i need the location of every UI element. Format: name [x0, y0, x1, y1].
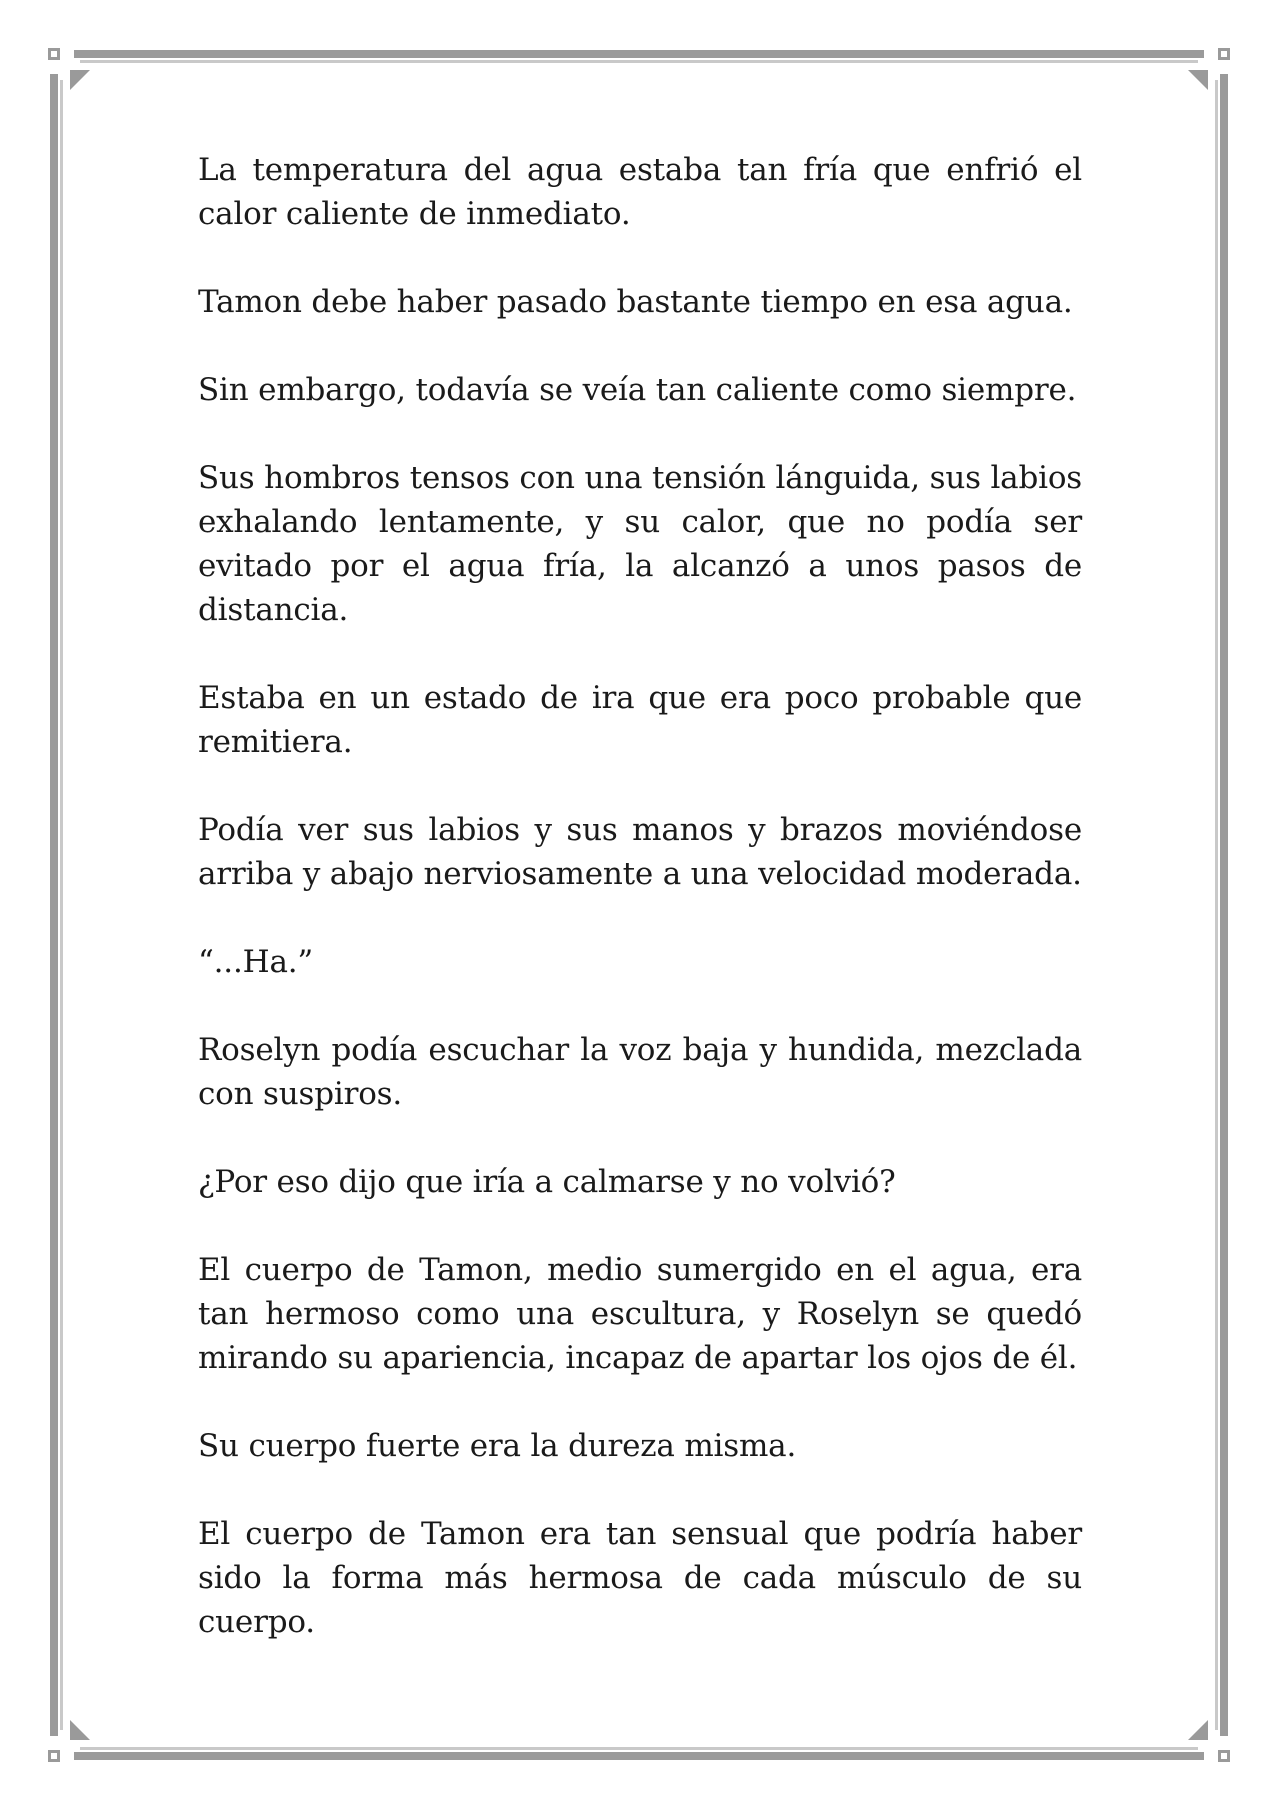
corner-ornament-bottom-right: [1218, 1750, 1230, 1762]
paragraph-7: “...Ha.”: [198, 944, 314, 980]
border-bottom: [74, 1752, 1204, 1760]
paragraph-8: Roselyn podía escuchar la voz baja y hundida, mezclada con suspiros.: [198, 1032, 1082, 1112]
border-inner-top: [80, 60, 1198, 63]
paragraph-11: Su cuerpo fuerte era la dureza misma.: [198, 1428, 797, 1464]
page-text: [198, 148, 1082, 1688]
corner-ornament-top-left: [48, 48, 60, 60]
border-inner-bottom: [80, 1747, 1198, 1750]
corner-ornament-bottom-left: [48, 1750, 60, 1762]
paragraph-12: El cuerpo de Tamon era tan sensual que podría haber sido la forma más hermosa de cada músculo de su cuerpo.: [198, 1516, 1082, 1640]
corner-triangle-bottom-right: [1188, 1720, 1208, 1740]
paragraph-2: Tamon debe haber pasado bastante tiempo en esa agua.: [198, 284, 1073, 320]
paragraph-3: Sin embargo, todavía se veía tan caliente como siempre.: [198, 372, 1077, 408]
paragraph-6: Podía ver sus labios y sus manos y brazos moviéndose arriba y abajo nerviosamente a una velocidad moderada.: [198, 812, 1082, 892]
corner-ornament-top-right: [1218, 48, 1230, 60]
border-right: [1220, 74, 1228, 1736]
paragraph-9: ¿Por eso dijo que iría a calmarse y no volvió?: [198, 1164, 896, 1200]
paragraph-5: Estaba en un estado de ira que era poco probable que remitiera.: [198, 680, 1082, 760]
border-top: [74, 50, 1204, 58]
border-inner-left: [60, 80, 63, 1730]
corner-triangle-top-right: [1188, 70, 1208, 90]
corner-triangle-bottom-left: [70, 1720, 90, 1740]
paragraph-4: Sus hombros tensos con una tensión lánguida, sus labios exhalando lentamente, y su calor, que no podía ser evitado por el agua fría, la alcanzó a unos pasos de distancia.: [198, 460, 1082, 628]
corner-triangle-top-left: [70, 70, 90, 90]
border-left: [50, 74, 58, 1736]
border-inner-right: [1215, 80, 1218, 1730]
paragraph-10: El cuerpo de Tamon, medio sumergido en el agua, era tan hermoso como una escultura, y Roselyn se quedó mirando su apariencia, incapaz de apartar los ojos de él.: [198, 1252, 1082, 1376]
paragraph-1: La temperatura del agua estaba tan fría que enfrió el calor caliente de inmediato.: [198, 152, 1082, 232]
